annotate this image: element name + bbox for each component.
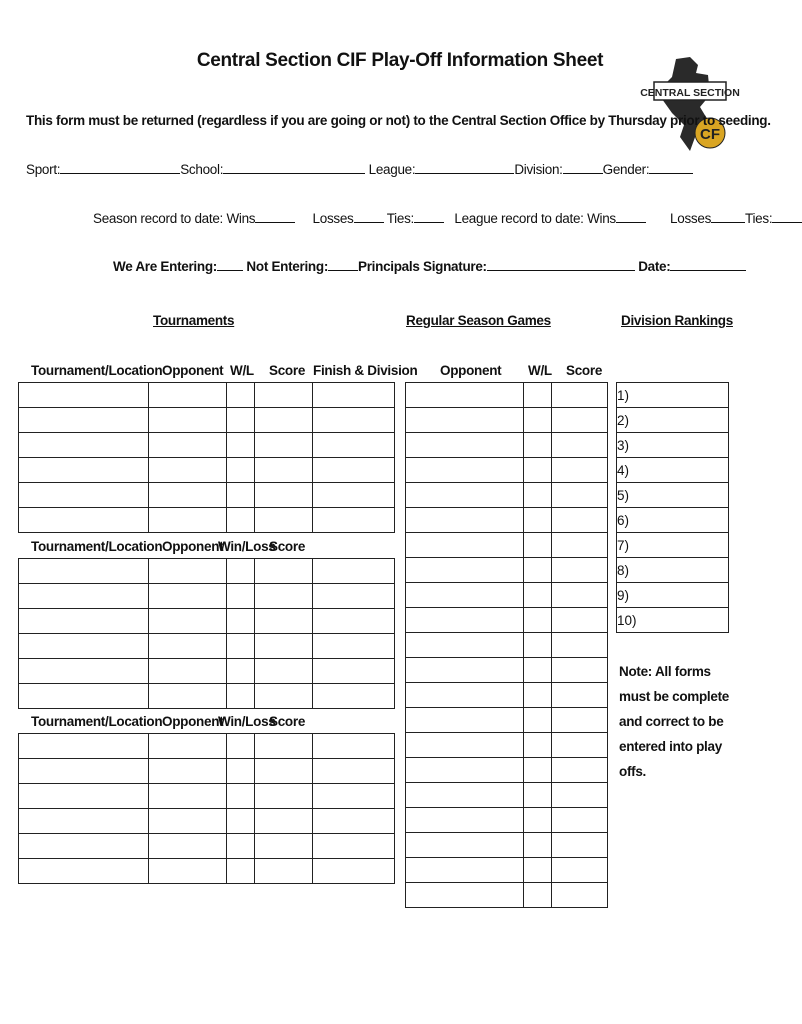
table-cell[interactable] xyxy=(552,608,608,633)
table-cell[interactable] xyxy=(149,559,227,584)
ranking-7[interactable]: 7) xyxy=(617,533,729,558)
t1-location-header: Tournament/Location xyxy=(31,363,163,378)
record-line xyxy=(93,210,802,226)
table-cell[interactable] xyxy=(149,659,227,684)
table-row xyxy=(406,833,608,858)
table-cell[interactable] xyxy=(227,634,255,659)
table-row xyxy=(406,383,608,408)
table-cell[interactable] xyxy=(313,659,395,684)
season-wins-label: Wins xyxy=(226,211,256,226)
not-entering-field[interactable] xyxy=(328,258,358,271)
table-cell[interactable] xyxy=(406,708,524,733)
table-cell[interactable] xyxy=(227,458,255,483)
principal-signature-field[interactable] xyxy=(487,258,635,271)
table-cell[interactable] xyxy=(313,759,395,784)
table-cell[interactable] xyxy=(19,734,149,759)
table-cell[interactable] xyxy=(227,734,255,759)
table-cell[interactable] xyxy=(19,508,149,533)
rs-score-header: Score xyxy=(566,363,603,378)
table-cell[interactable] xyxy=(406,483,524,508)
table-row xyxy=(19,684,395,709)
table-row xyxy=(19,609,395,634)
table-cell[interactable] xyxy=(255,859,313,884)
table-cell[interactable] xyxy=(255,834,313,859)
table-cell[interactable] xyxy=(255,634,313,659)
table-cell[interactable] xyxy=(552,733,608,758)
school-field[interactable] xyxy=(223,161,365,174)
league-label: League: xyxy=(368,162,416,177)
table-cell[interactable] xyxy=(406,408,524,433)
table-cell[interactable] xyxy=(524,633,552,658)
t2-score-header: Score xyxy=(269,539,306,554)
table-cell[interactable] xyxy=(552,783,608,808)
table-cell[interactable] xyxy=(19,408,149,433)
table-row xyxy=(406,883,608,908)
table-cell[interactable] xyxy=(552,483,608,508)
table-cell[interactable] xyxy=(406,533,524,558)
table-row xyxy=(406,858,608,883)
table-cell[interactable] xyxy=(313,433,395,458)
table-row xyxy=(19,634,395,659)
table-cell[interactable] xyxy=(406,808,524,833)
ranking-6[interactable]: 6) xyxy=(617,508,729,533)
table-cell[interactable] xyxy=(524,383,552,408)
principal-signature-label: Principals Signature: xyxy=(358,259,487,274)
rs-wl-header: W/L xyxy=(528,363,552,378)
table-cell[interactable] xyxy=(524,758,552,783)
table-row xyxy=(19,834,395,859)
table-cell[interactable] xyxy=(406,608,524,633)
table-cell[interactable] xyxy=(255,408,313,433)
table-row xyxy=(19,784,395,809)
t3-score-header: Score xyxy=(269,714,306,729)
tournament-table-3 xyxy=(18,733,395,884)
league-losses-label: Losses xyxy=(670,211,712,226)
table-cell[interactable] xyxy=(149,684,227,709)
table-cell[interactable] xyxy=(19,834,149,859)
table-cell[interactable] xyxy=(552,508,608,533)
table-cell[interactable] xyxy=(227,659,255,684)
division-label: Division: xyxy=(514,162,563,177)
table-cell[interactable] xyxy=(227,809,255,834)
season-record-label: Season record to date: xyxy=(93,211,223,226)
table-cell[interactable] xyxy=(149,634,227,659)
ranking-9[interactable]: 9) xyxy=(617,583,729,608)
table-cell[interactable] xyxy=(406,658,524,683)
t3-opponent-header: Opponent xyxy=(162,714,224,729)
tournament-table-2 xyxy=(18,558,395,709)
table-cell[interactable] xyxy=(255,584,313,609)
entering-line xyxy=(113,258,746,274)
t2-wl-header-clip xyxy=(218,539,276,554)
table-row xyxy=(406,683,608,708)
table-row xyxy=(617,408,729,433)
table-cell[interactable] xyxy=(19,859,149,884)
table-cell[interactable] xyxy=(524,658,552,683)
table-cell[interactable] xyxy=(255,458,313,483)
table-cell[interactable] xyxy=(524,833,552,858)
t2-wl-header: Win/Loss xyxy=(218,539,276,554)
table-cell[interactable] xyxy=(19,784,149,809)
table-row xyxy=(406,608,608,633)
table-cell[interactable] xyxy=(524,408,552,433)
table-cell[interactable] xyxy=(19,684,149,709)
table-cell[interactable] xyxy=(552,833,608,858)
table-cell[interactable] xyxy=(524,433,552,458)
sport-label: Sport: xyxy=(26,162,61,177)
table-cell[interactable] xyxy=(313,458,395,483)
table-cell[interactable] xyxy=(552,558,608,583)
table-cell[interactable] xyxy=(313,584,395,609)
table-cell[interactable] xyxy=(406,733,524,758)
table-row xyxy=(19,433,395,458)
table-row xyxy=(617,433,729,458)
table-cell[interactable] xyxy=(255,508,313,533)
season-losses-label: Losses xyxy=(312,211,354,226)
table-cell[interactable] xyxy=(552,583,608,608)
table-cell[interactable] xyxy=(255,433,313,458)
table-row xyxy=(406,508,608,533)
table-cell[interactable] xyxy=(19,433,149,458)
table-cell[interactable] xyxy=(406,833,524,858)
table-cell[interactable] xyxy=(552,633,608,658)
table-row xyxy=(19,383,395,408)
ranking-10[interactable]: 10) xyxy=(617,608,729,633)
division-rankings-table xyxy=(616,382,729,633)
table-cell[interactable] xyxy=(149,784,227,809)
table-cell[interactable] xyxy=(313,684,395,709)
t3-wl-header: Win/Loss xyxy=(218,714,276,729)
table-cell[interactable] xyxy=(524,683,552,708)
table-cell[interactable] xyxy=(255,659,313,684)
we-are-entering-label: We Are Entering: xyxy=(113,259,217,274)
gender-label: Gender: xyxy=(602,162,650,177)
table-row xyxy=(19,659,395,684)
ranking-2[interactable]: 2) xyxy=(617,408,729,433)
table-cell[interactable] xyxy=(255,734,313,759)
table-row xyxy=(19,458,395,483)
table-cell[interactable] xyxy=(313,609,395,634)
t2-opponent-header: Opponent xyxy=(162,539,224,554)
table-cell[interactable] xyxy=(406,558,524,583)
table-cell[interactable] xyxy=(406,858,524,883)
table-row xyxy=(617,483,729,508)
table-cell[interactable] xyxy=(406,583,524,608)
table-row xyxy=(617,608,729,633)
league-ties-label: Ties: xyxy=(745,211,773,226)
table-cell[interactable] xyxy=(313,834,395,859)
table-cell[interactable] xyxy=(524,858,552,883)
table-cell[interactable] xyxy=(227,383,255,408)
league-ties-field[interactable] xyxy=(772,210,802,223)
gender-field[interactable] xyxy=(649,161,693,174)
table-row xyxy=(19,809,395,834)
table-row xyxy=(19,759,395,784)
table-cell[interactable] xyxy=(313,408,395,433)
league-losses-field[interactable] xyxy=(711,210,745,223)
table-row xyxy=(617,508,729,533)
table-cell[interactable] xyxy=(227,408,255,433)
table-cell[interactable] xyxy=(149,458,227,483)
table-row xyxy=(617,583,729,608)
league-field[interactable] xyxy=(415,161,514,174)
table-cell[interactable] xyxy=(227,759,255,784)
svg-text:CF: CF xyxy=(700,126,720,143)
table-cell[interactable] xyxy=(524,508,552,533)
sport-field[interactable] xyxy=(60,161,180,174)
league-wins-field[interactable] xyxy=(616,210,646,223)
table-cell[interactable] xyxy=(227,584,255,609)
table-cell[interactable] xyxy=(149,383,227,408)
table-cell[interactable] xyxy=(406,783,524,808)
table-cell[interactable] xyxy=(524,883,552,908)
table-row xyxy=(406,708,608,733)
table-row xyxy=(617,558,729,583)
table-row xyxy=(406,433,608,458)
tournaments-heading: Tournaments xyxy=(153,313,235,328)
table-cell[interactable] xyxy=(19,659,149,684)
table-cell[interactable] xyxy=(406,683,524,708)
table-cell[interactable] xyxy=(149,734,227,759)
table-cell[interactable] xyxy=(227,508,255,533)
ranking-3[interactable]: 3) xyxy=(617,433,729,458)
table-row xyxy=(19,734,395,759)
t3-location-header: Tournament/Location xyxy=(31,714,163,729)
table-cell[interactable] xyxy=(406,458,524,483)
table-row xyxy=(19,584,395,609)
table-row xyxy=(406,408,608,433)
table-row xyxy=(19,483,395,508)
table-cell[interactable] xyxy=(524,608,552,633)
svg-text:CENTRAL SECTION: CENTRAL SECTION xyxy=(640,87,740,99)
table-cell[interactable] xyxy=(19,609,149,634)
table-row xyxy=(19,408,395,433)
table-cell[interactable] xyxy=(19,383,149,408)
info-line xyxy=(26,161,693,177)
table-row xyxy=(19,559,395,584)
date-field[interactable] xyxy=(670,258,746,271)
table-cell[interactable] xyxy=(524,808,552,833)
season-ties-label: Ties: xyxy=(386,211,414,226)
league-wins-label: Wins xyxy=(587,211,616,226)
table-cell[interactable] xyxy=(552,383,608,408)
table-cell[interactable] xyxy=(313,483,395,508)
table-cell[interactable] xyxy=(524,483,552,508)
table-cell[interactable] xyxy=(552,808,608,833)
table-row xyxy=(617,533,729,558)
t1-score-header: Score xyxy=(269,363,306,378)
table-cell[interactable] xyxy=(255,684,313,709)
table-cell[interactable] xyxy=(406,633,524,658)
division-field[interactable] xyxy=(563,161,603,174)
season-losses-field[interactable] xyxy=(354,210,384,223)
table-cell[interactable] xyxy=(255,609,313,634)
rs-opponent-header: Opponent xyxy=(440,363,502,378)
table-cell[interactable] xyxy=(19,584,149,609)
table-cell[interactable] xyxy=(19,759,149,784)
table-cell[interactable] xyxy=(313,559,395,584)
table-cell[interactable] xyxy=(255,784,313,809)
table-cell[interactable] xyxy=(227,559,255,584)
table-cell[interactable] xyxy=(255,483,313,508)
table-cell[interactable] xyxy=(149,834,227,859)
table-cell[interactable] xyxy=(19,634,149,659)
table-cell[interactable] xyxy=(552,433,608,458)
table-row xyxy=(19,859,395,884)
table-cell[interactable] xyxy=(552,683,608,708)
table-row xyxy=(617,458,729,483)
table-cell[interactable] xyxy=(552,533,608,558)
table-cell[interactable] xyxy=(313,383,395,408)
table-row xyxy=(406,808,608,833)
table-cell[interactable] xyxy=(149,408,227,433)
table-row xyxy=(406,758,608,783)
table-cell[interactable] xyxy=(313,634,395,659)
table-row xyxy=(406,733,608,758)
table-cell[interactable] xyxy=(524,458,552,483)
table-row xyxy=(19,508,395,533)
ranking-1[interactable]: 1) xyxy=(617,383,729,408)
table-cell[interactable] xyxy=(406,508,524,533)
table-cell[interactable] xyxy=(149,483,227,508)
table-row xyxy=(406,583,608,608)
table-cell[interactable] xyxy=(149,609,227,634)
table-cell[interactable] xyxy=(524,708,552,733)
table-cell[interactable] xyxy=(149,584,227,609)
t1-opponent-header: Opponent xyxy=(162,363,224,378)
t1-finish-header: Finish & Division xyxy=(313,363,418,378)
table-cell[interactable] xyxy=(552,883,608,908)
table-cell[interactable] xyxy=(524,583,552,608)
not-entering-label: Not Entering: xyxy=(246,259,329,274)
table-cell[interactable] xyxy=(255,759,313,784)
table-cell[interactable] xyxy=(524,783,552,808)
table-cell[interactable] xyxy=(552,458,608,483)
table-cell[interactable] xyxy=(19,809,149,834)
table-cell[interactable] xyxy=(313,809,395,834)
table-cell[interactable] xyxy=(255,383,313,408)
instruction-text: This form must be returned (regardless if you are going or not) to the Central Section Office by Thursday prior to seeding. xyxy=(26,113,771,128)
table-cell[interactable] xyxy=(552,658,608,683)
table-cell[interactable] xyxy=(227,834,255,859)
table-cell[interactable] xyxy=(313,734,395,759)
table-row xyxy=(406,458,608,483)
table-cell[interactable] xyxy=(524,558,552,583)
table-row xyxy=(406,558,608,583)
table-cell[interactable] xyxy=(406,383,524,408)
table-cell[interactable] xyxy=(19,559,149,584)
table-cell[interactable] xyxy=(227,859,255,884)
central-section-logo xyxy=(640,55,740,155)
table-cell[interactable] xyxy=(227,483,255,508)
ranking-5[interactable]: 5) xyxy=(617,483,729,508)
table-row xyxy=(406,633,608,658)
table-cell[interactable] xyxy=(149,809,227,834)
table-cell[interactable] xyxy=(406,758,524,783)
table-cell[interactable] xyxy=(406,433,524,458)
season-wins-field[interactable] xyxy=(255,210,295,223)
table-cell[interactable] xyxy=(313,508,395,533)
table-cell[interactable] xyxy=(227,433,255,458)
ranking-8[interactable]: 8) xyxy=(617,558,729,583)
page-title: Central Section CIF Play-Off Information Sheet xyxy=(196,50,604,71)
table-cell[interactable] xyxy=(313,859,395,884)
table-cell[interactable] xyxy=(227,784,255,809)
t3-wl-header-clip xyxy=(218,714,276,729)
regular-season-heading: Regular Season Games xyxy=(406,313,551,328)
school-label: School: xyxy=(180,162,224,177)
t1-wl-header: W/L xyxy=(230,363,254,378)
table-cell[interactable] xyxy=(227,684,255,709)
table-cell[interactable] xyxy=(552,858,608,883)
table-cell[interactable] xyxy=(149,759,227,784)
table-cell[interactable] xyxy=(524,533,552,558)
table-cell[interactable] xyxy=(524,733,552,758)
table-cell[interactable] xyxy=(19,483,149,508)
table-row xyxy=(406,483,608,508)
we-are-entering-field[interactable] xyxy=(217,258,243,271)
table-row xyxy=(406,783,608,808)
season-ties-field[interactable] xyxy=(414,210,444,223)
table-cell[interactable] xyxy=(406,883,524,908)
t2-location-header: Tournament/Location xyxy=(31,539,163,554)
note-text: Note: All forms must be complete and correct to be entered into play offs. xyxy=(619,664,729,779)
table-cell[interactable] xyxy=(149,508,227,533)
table-cell[interactable] xyxy=(552,408,608,433)
table-cell[interactable] xyxy=(149,859,227,884)
table-cell[interactable] xyxy=(552,758,608,783)
regular-season-table xyxy=(405,382,608,908)
ranking-4[interactable]: 4) xyxy=(617,458,729,483)
date-label: Date: xyxy=(638,259,671,274)
tournament-table-1 xyxy=(18,382,395,533)
division-rankings-heading: Division Rankings xyxy=(621,313,733,328)
table-cell[interactable] xyxy=(255,559,313,584)
league-record-label: League record to date: xyxy=(454,211,584,226)
table-cell[interactable] xyxy=(149,433,227,458)
table-cell[interactable] xyxy=(313,784,395,809)
table-cell[interactable] xyxy=(552,708,608,733)
table-cell[interactable] xyxy=(227,609,255,634)
table-row xyxy=(617,383,729,408)
table-row xyxy=(406,658,608,683)
table-cell[interactable] xyxy=(19,458,149,483)
table-row xyxy=(406,533,608,558)
table-cell[interactable] xyxy=(255,809,313,834)
